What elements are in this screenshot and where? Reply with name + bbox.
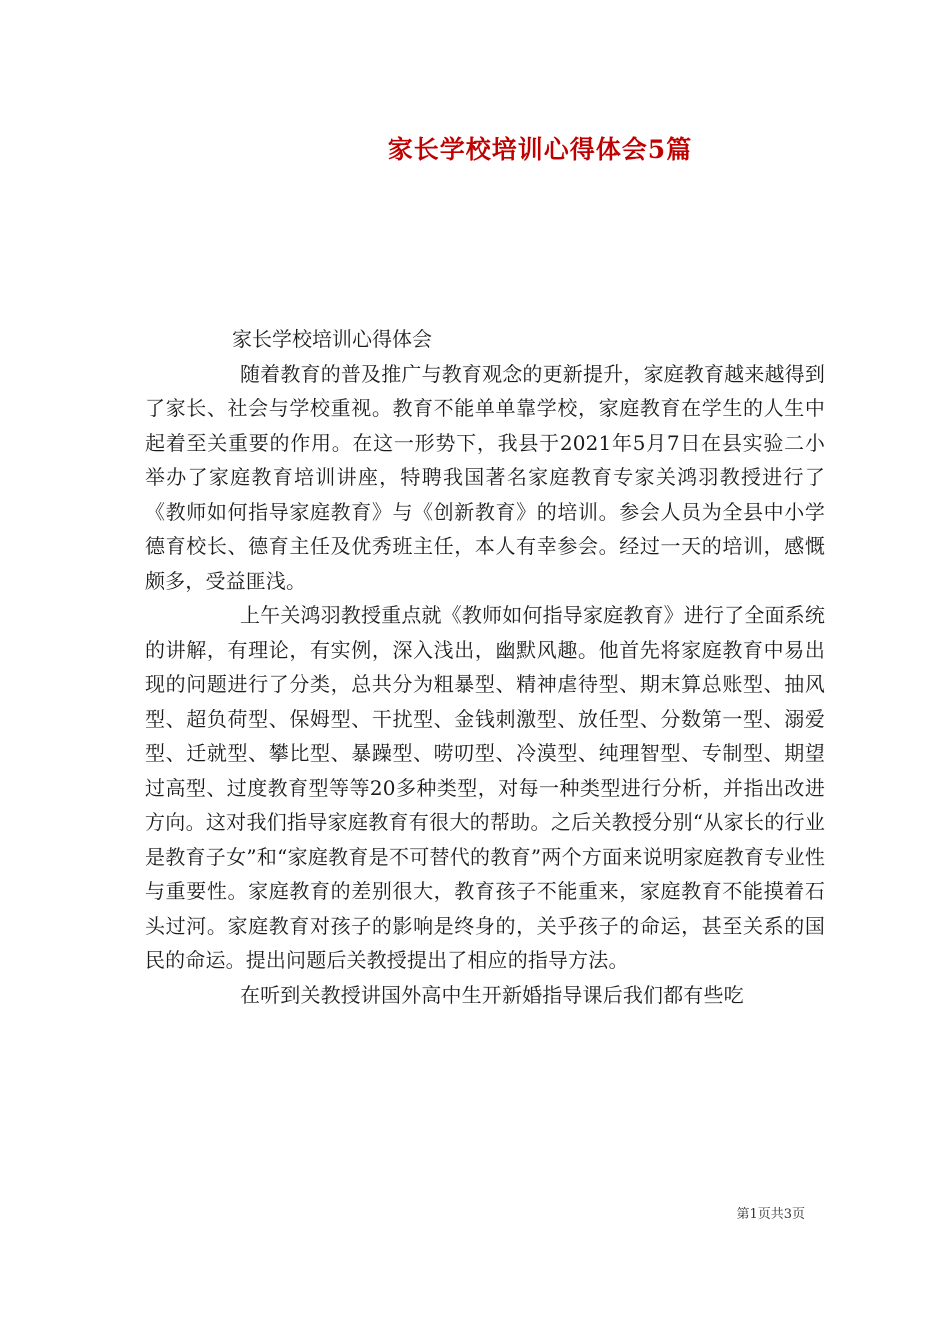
page-number: 第1页共3页 [736,1207,805,1222]
paragraph-2: 上午关鸿羽教授重点就《教师如何指导家庭教育》进行了全面系统的讲解，有理论，有实例，深入浅出，幽默风趣。他首先将家庭教育中易出现的问题进行了分类，总共分为粗暴型、精神虐待型、期末算总账型、抽风型、超负荷型、保姆型、干扰型、金钱刺激型、放任型、分数第一型、溺爱型、迁就型、攀比型、暴躁型、唠叨型、冷漠型、纯理智型、专制型、期望过高型、过度教育型等等20多种类型，对每一种类型进行分析，并指出改进方向。这对我们指导家庭教育有很大的帮助。之后关教授分别“从家长的行业是教育子女”和“家庭教育是不可替代的教育”两个方面来说明家庭教育专业性与重要性。家庭教育的差别很大，教育孩子不能重来，家庭教育不能摸着石头过河。家庭教育对孩子的影响是终身的，关乎孩子的命运，甚至关系的国民的命运。提出问题后关教授提出了相应的指导方法。 [145,603,825,972]
document-title: 家长学校培训心得体会5篇 [387,135,693,164]
document-body [145,322,825,1012]
paragraph-3: 在听到关教授讲国外高中生开新婚指导课后我们都有些吃 [240,982,744,1007]
paragraph-1: 随着教育的普及推广与教育观念的更新提升，家庭教育越来越得到了家长、社会与学校重视。教育不能单单靠学校，家庭教育在学生的人生中起着至关重要的作用。在这一形势下，我县于2021年5月7日在县实验二小举办了家庭教育培训讲座，特聘我国著名家庭教育专家关鸿羽教授进行了《教师如何指导家庭教育》与《创新教育》的培训。参会人员为全县中小学德育校长、德育主任及优秀班主任，本人有幸参会。经过一天的培训，感慨颇多，受益匪浅。 [145,361,825,593]
section-subtitle: 家长学校培训心得体会 [232,327,432,351]
